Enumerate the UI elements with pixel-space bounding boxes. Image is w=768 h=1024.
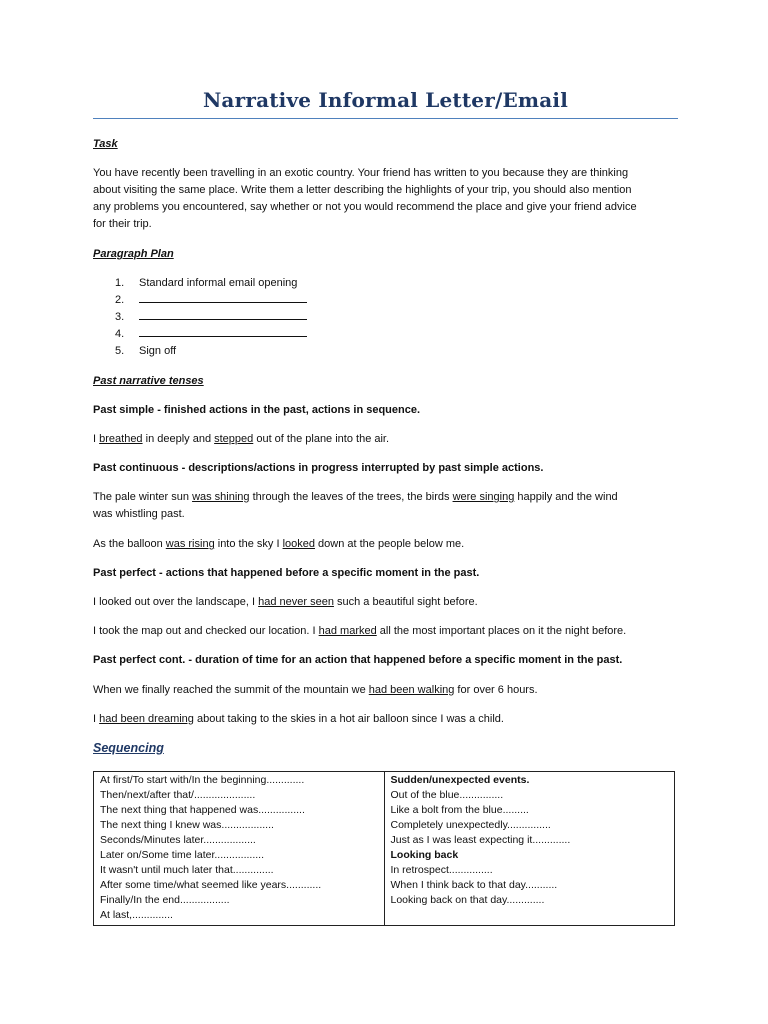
looking-back-heading: Looking back — [390, 849, 459, 861]
list-item: In retrospect............... — [390, 864, 493, 876]
plan-item-text: Standard informal email opening — [139, 277, 298, 289]
past-continuous-example-1-line-2: was whistling past. — [93, 508, 185, 520]
plan-item-1 — [115, 275, 297, 292]
page-title: Narrative Informal Letter/Email — [202, 88, 569, 112]
list-item: Just as I was least expecting it............. — [390, 834, 571, 846]
list-item: When I think back to that day........... — [390, 879, 558, 891]
past-perfect-example-2: I took the map out and checked our location. I had marked all the most important places on it the night before. — [93, 625, 627, 637]
plan-item-number: 2. — [115, 294, 125, 306]
list-item: It wasn't until much later that.............. — [100, 864, 274, 876]
task-heading: Task — [93, 138, 118, 150]
underlined-verb: looked — [282, 538, 315, 550]
plan-item-text: Sign off — [139, 345, 177, 357]
underlined-verb: had been walking — [368, 684, 455, 696]
tenses-heading: Past narrative tenses — [93, 375, 204, 387]
task-line-3: any problems you encountered, say whether or not you would recommend the place and give your friend advice — [93, 201, 637, 213]
list-item: After some time/what seemed like years............ — [100, 879, 322, 891]
sequencing-table — [93, 771, 675, 926]
plan-item-number: 4. — [115, 328, 125, 340]
list-item: Like a bolt from the blue......... — [390, 804, 529, 816]
plan-blank-line — [139, 326, 307, 337]
plan-item-5 — [115, 343, 176, 360]
underlined-verb: stepped — [214, 433, 254, 445]
past-continuous-example-2: As the balloon was rising into the sky I looked down at the people below me. — [93, 538, 465, 550]
sequencing-right-column — [384, 772, 675, 926]
plan-heading: Paragraph Plan — [93, 248, 174, 260]
plan-item-3 — [115, 309, 307, 326]
list-item: Completely unexpectedly............... — [390, 819, 551, 831]
list-item: At first/To start with/In the beginning............. — [100, 774, 305, 786]
table-row — [94, 772, 675, 926]
underlined-verb: had marked — [318, 625, 377, 637]
past-perfect-title: Past perfect - actions that happened before a specific moment in the past. — [93, 567, 480, 579]
underlined-verb: was shining — [192, 491, 250, 503]
underlined-verb: had been dreaming — [99, 713, 194, 725]
plan-blank-line — [139, 309, 307, 320]
list-item: At last,.............. — [100, 909, 173, 921]
plan-item-number: 1. — [115, 277, 125, 289]
task-line-1: You have recently been travelling in an exotic country. Your friend has written to you because they are thinking — [93, 167, 629, 179]
list-item: Then/next/after that/..................... — [100, 789, 256, 801]
sequencing-heading: Sequencing — [93, 741, 164, 755]
underlined-verb: were singing — [452, 491, 515, 503]
past-perfect-cont-title: Past perfect cont. - duration of time for an action that happened before a specific moment in the past. — [93, 654, 623, 666]
list-item: The next thing I knew was.................. — [100, 819, 274, 831]
underlined-verb: breathed — [99, 433, 143, 445]
plan-item-2 — [115, 292, 307, 309]
underlined-verb: had never seen — [258, 596, 334, 608]
past-perfect-example-1: I looked out over the landscape, I had never seen such a beautiful sight before. — [93, 596, 478, 608]
list-item: The next thing that happened was................ — [100, 804, 305, 816]
plan-item-4 — [115, 326, 307, 343]
past-continuous-example-1: The pale winter sun was shining through the leaves of the trees, the birds were singing happily and the wind — [93, 491, 618, 503]
list-item: Later on/Some time later................. — [100, 849, 264, 861]
task-line-4: for their trip. — [93, 218, 152, 230]
list-item: Looking back on that day............. — [390, 894, 545, 906]
list-item: Finally/In the end................. — [100, 894, 230, 906]
past-continuous-title: Past continuous - descriptions/actions in progress interrupted by past simple actions. — [93, 462, 544, 474]
task-line-2: about visiting the same place. Write them a letter describing the highlights of your trip, you should also mention — [93, 184, 632, 196]
sudden-events-heading: Sudden/unexpected events. — [390, 774, 530, 786]
sequencing-left-column — [94, 772, 385, 926]
list-item: Seconds/Minutes later.................. — [100, 834, 256, 846]
plan-item-number: 5. — [115, 345, 125, 357]
plan-blank-line — [139, 292, 307, 303]
past-perfect-cont-example-2: I had been dreaming about taking to the skies in a hot air balloon since I was a child. — [93, 713, 504, 725]
list-item: Out of the blue............... — [390, 789, 504, 801]
past-simple-title: Past simple - finished actions in the past, actions in sequence. — [93, 404, 421, 416]
plan-item-number: 3. — [115, 311, 125, 323]
underlined-verb: was rising — [165, 538, 215, 550]
past-perfect-cont-example-1: When we finally reached the summit of the mountain we had been walking for over 6 hours. — [93, 684, 538, 696]
title-divider — [93, 118, 678, 119]
past-simple-example: I breathed in deeply and stepped out of the plane into the air. — [93, 433, 390, 445]
